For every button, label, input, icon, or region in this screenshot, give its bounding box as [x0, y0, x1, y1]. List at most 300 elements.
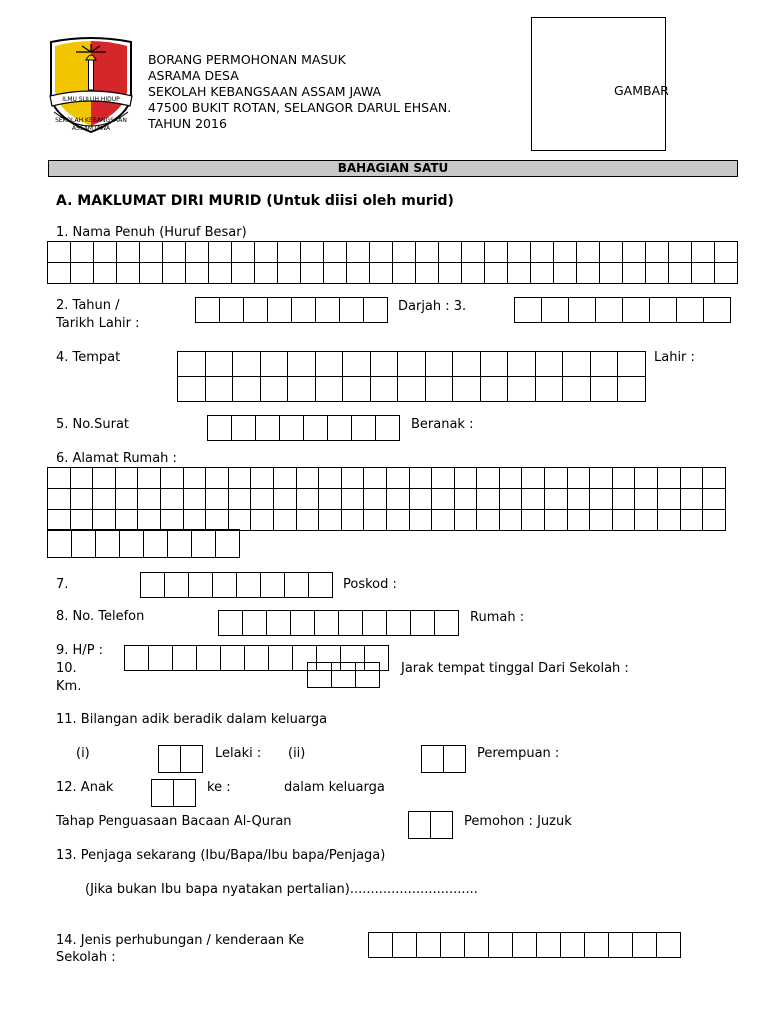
char-box[interactable] — [536, 352, 564, 377]
darjah-boxes[interactable] — [514, 297, 731, 323]
char-box[interactable] — [563, 352, 591, 377]
char-box[interactable] — [410, 510, 433, 531]
char-box[interactable] — [267, 611, 291, 636]
char-box[interactable] — [618, 377, 646, 402]
char-box[interactable] — [141, 573, 165, 598]
char-box[interactable] — [531, 242, 554, 263]
char-box[interactable] — [71, 468, 94, 489]
char-box[interactable] — [256, 416, 280, 441]
char-box[interactable] — [186, 263, 209, 284]
char-box[interactable] — [432, 468, 455, 489]
q12-ke: ke : — [207, 780, 231, 795]
char-box[interactable] — [255, 263, 278, 284]
char-box[interactable] — [563, 377, 591, 402]
char-box[interactable] — [316, 298, 340, 323]
char-box[interactable] — [72, 530, 96, 558]
char-box[interactable] — [274, 510, 297, 531]
char-box[interactable] — [623, 263, 646, 284]
char-box[interactable] — [206, 352, 234, 377]
char-box[interactable] — [591, 352, 619, 377]
char-box[interactable] — [297, 489, 320, 510]
char-box[interactable] — [181, 746, 203, 773]
char-box[interactable] — [455, 489, 478, 510]
char-box[interactable] — [308, 663, 332, 688]
char-box[interactable] — [159, 746, 181, 773]
char-box[interactable] — [590, 510, 613, 531]
char-box[interactable] — [356, 663, 380, 688]
char-box[interactable] — [393, 263, 416, 284]
char-box[interactable] — [288, 377, 316, 402]
char-box[interactable] — [173, 646, 197, 671]
photo-box[interactable] — [531, 17, 669, 151]
char-box[interactable] — [343, 352, 371, 377]
char-box[interactable] — [251, 468, 274, 489]
char-box[interactable] — [232, 263, 255, 284]
char-box[interactable] — [120, 530, 144, 558]
char-box[interactable] — [635, 510, 658, 531]
char-box[interactable] — [703, 489, 726, 510]
box-row — [48, 510, 726, 531]
char-box[interactable] — [229, 468, 252, 489]
char-box[interactable] — [48, 468, 71, 489]
birthplace-boxes[interactable] — [177, 351, 646, 402]
char-box[interactable] — [432, 489, 455, 510]
char-box[interactable] — [274, 489, 297, 510]
char-box[interactable] — [681, 510, 704, 531]
char-box[interactable] — [125, 646, 149, 671]
birth-cert-boxes[interactable] — [207, 415, 400, 441]
char-box[interactable] — [261, 352, 289, 377]
char-box[interactable] — [339, 611, 363, 636]
char-box[interactable] — [117, 242, 140, 263]
char-box[interactable] — [94, 242, 117, 263]
char-box[interactable] — [364, 468, 387, 489]
char-box[interactable] — [623, 298, 650, 323]
char-box[interactable] — [489, 933, 513, 958]
char-box[interactable] — [347, 263, 370, 284]
char-box[interactable] — [178, 377, 206, 402]
address-boxes[interactable] — [47, 467, 726, 531]
char-box[interactable] — [315, 611, 339, 636]
char-box[interactable] — [715, 242, 738, 263]
char-box[interactable] — [237, 573, 261, 598]
postcode-boxes[interactable] — [140, 572, 333, 598]
char-box[interactable] — [371, 352, 399, 377]
perempuan-label: Perempuan : — [477, 746, 560, 761]
char-box[interactable] — [613, 489, 636, 510]
char-box[interactable] — [537, 933, 561, 958]
char-box[interactable] — [364, 298, 388, 323]
char-box[interactable] — [280, 416, 304, 441]
child-order-boxes[interactable] — [151, 779, 196, 807]
char-box[interactable] — [328, 416, 352, 441]
char-box[interactable] — [417, 933, 441, 958]
char-box[interactable] — [189, 573, 213, 598]
char-box[interactable] — [596, 298, 623, 323]
address-extra-boxes[interactable] — [47, 529, 240, 558]
char-box[interactable] — [387, 510, 410, 531]
char-box[interactable] — [163, 263, 186, 284]
char-box[interactable] — [138, 489, 161, 510]
char-box[interactable] — [704, 298, 731, 323]
box-row — [178, 352, 646, 377]
char-box[interactable] — [216, 530, 240, 558]
char-box[interactable] — [431, 812, 453, 839]
char-box[interactable] — [347, 242, 370, 263]
char-box[interactable] — [93, 489, 116, 510]
char-box[interactable] — [209, 242, 232, 263]
char-box[interactable] — [232, 416, 256, 441]
char-box[interactable] — [184, 489, 207, 510]
char-box[interactable] — [316, 352, 344, 377]
char-box[interactable] — [500, 468, 523, 489]
juzuk-boxes[interactable] — [408, 811, 453, 839]
char-box[interactable] — [278, 242, 301, 263]
char-box[interactable] — [441, 933, 465, 958]
char-box[interactable] — [152, 780, 174, 807]
char-box[interactable] — [340, 298, 364, 323]
sisters-count-boxes[interactable] — [421, 745, 466, 773]
char-box[interactable] — [657, 933, 681, 958]
char-box[interactable] — [319, 510, 342, 531]
lelaki-label: Lelaki : — [215, 746, 262, 761]
box-row — [515, 298, 731, 323]
char-box[interactable] — [422, 746, 444, 773]
char-box[interactable] — [485, 242, 508, 263]
char-box[interactable] — [477, 489, 500, 510]
char-box[interactable] — [71, 242, 94, 263]
char-box[interactable] — [692, 242, 715, 263]
char-box[interactable] — [508, 377, 536, 402]
char-box[interactable] — [370, 263, 393, 284]
char-box[interactable] — [568, 510, 591, 531]
char-box[interactable] — [635, 489, 658, 510]
char-box[interactable] — [208, 416, 232, 441]
char-box[interactable] — [196, 298, 220, 323]
char-box[interactable] — [213, 573, 237, 598]
char-box[interactable] — [477, 510, 500, 531]
char-box[interactable] — [416, 263, 439, 284]
char-box[interactable] — [138, 468, 161, 489]
char-box[interactable] — [178, 352, 206, 377]
char-box[interactable] — [140, 242, 163, 263]
char-box[interactable] — [96, 530, 120, 558]
char-box[interactable] — [585, 933, 609, 958]
char-box[interactable] — [703, 510, 726, 531]
char-box[interactable] — [669, 242, 692, 263]
char-box[interactable] — [297, 468, 320, 489]
box-row — [48, 489, 726, 510]
char-box[interactable] — [439, 242, 462, 263]
char-box[interactable] — [144, 530, 168, 558]
char-box[interactable] — [297, 510, 320, 531]
char-box[interactable] — [465, 933, 489, 958]
char-box[interactable] — [116, 510, 139, 531]
char-box[interactable] — [513, 933, 537, 958]
char-box[interactable] — [94, 263, 117, 284]
char-box[interactable] — [387, 489, 410, 510]
char-box[interactable] — [116, 489, 139, 510]
q2-label: 2. Tahun / — [56, 298, 120, 313]
char-box[interactable] — [342, 510, 365, 531]
char-box[interactable] — [168, 530, 192, 558]
char-box[interactable] — [426, 352, 454, 377]
char-box[interactable] — [206, 377, 234, 402]
char-box[interactable] — [432, 510, 455, 531]
char-box[interactable] — [48, 530, 72, 558]
char-box[interactable] — [545, 510, 568, 531]
q13-note: (Jika bukan Ibu bapa nyatakan pertalian)............................... — [85, 882, 478, 897]
char-box[interactable] — [508, 242, 531, 263]
box-row — [48, 263, 738, 284]
char-box[interactable] — [324, 242, 347, 263]
char-box[interactable] — [410, 468, 433, 489]
char-box[interactable] — [393, 242, 416, 263]
char-box[interactable] — [600, 242, 623, 263]
char-box[interactable] — [477, 468, 500, 489]
char-box[interactable] — [71, 510, 94, 531]
char-box[interactable] — [161, 489, 184, 510]
char-box[interactable] — [233, 377, 261, 402]
char-box[interactable] — [304, 416, 328, 441]
char-box[interactable] — [192, 530, 216, 558]
char-box[interactable] — [618, 352, 646, 377]
char-box[interactable] — [453, 377, 481, 402]
char-box[interactable] — [364, 510, 387, 531]
char-box[interactable] — [184, 468, 207, 489]
char-box[interactable] — [370, 242, 393, 263]
char-box[interactable] — [342, 468, 365, 489]
char-box[interactable] — [409, 812, 431, 839]
char-box[interactable] — [387, 611, 411, 636]
char-box[interactable] — [455, 510, 478, 531]
char-box[interactable] — [658, 489, 681, 510]
char-box[interactable] — [635, 468, 658, 489]
char-box[interactable] — [692, 263, 715, 284]
char-box[interactable] — [288, 352, 316, 377]
char-box[interactable] — [291, 611, 315, 636]
header-line: SEKOLAH KEBANGSAAN ASSAM JAWA — [148, 84, 382, 99]
char-box[interactable] — [206, 489, 229, 510]
char-box[interactable] — [163, 242, 186, 263]
header-line: BORANG PERMOHONAN MASUK — [148, 52, 346, 67]
char-box[interactable] — [316, 377, 344, 402]
char-box[interactable] — [219, 611, 243, 636]
q10-suffix: Jarak tempat tinggal Dari Sekolah : — [401, 661, 629, 676]
transport-boxes[interactable] — [368, 932, 681, 958]
char-box[interactable] — [508, 352, 536, 377]
char-box[interactable] — [301, 242, 324, 263]
char-box[interactable] — [508, 263, 531, 284]
char-box[interactable] — [462, 242, 485, 263]
char-box[interactable] — [542, 298, 569, 323]
char-box[interactable] — [393, 933, 417, 958]
char-box[interactable] — [71, 263, 94, 284]
char-box[interactable] — [274, 468, 297, 489]
char-box[interactable] — [251, 489, 274, 510]
char-box[interactable] — [568, 468, 591, 489]
char-box[interactable] — [48, 263, 71, 284]
char-box[interactable] — [561, 933, 585, 958]
char-box[interactable] — [444, 746, 466, 773]
char-box[interactable] — [411, 611, 435, 636]
char-box[interactable] — [206, 468, 229, 489]
char-box[interactable] — [455, 468, 478, 489]
char-box[interactable] — [285, 573, 309, 598]
char-box[interactable] — [364, 489, 387, 510]
char-box[interactable] — [243, 611, 267, 636]
char-box[interactable] — [71, 489, 94, 510]
char-box[interactable] — [324, 263, 347, 284]
char-box[interactable] — [116, 468, 139, 489]
char-box[interactable] — [369, 933, 393, 958]
char-box[interactable] — [165, 573, 189, 598]
char-box[interactable] — [658, 468, 681, 489]
char-box[interactable] — [269, 646, 293, 671]
char-box[interactable] — [609, 933, 633, 958]
birth-date-boxes[interactable] — [195, 297, 388, 323]
char-box[interactable] — [410, 489, 433, 510]
char-box[interactable] — [161, 468, 184, 489]
char-box[interactable] — [206, 510, 229, 531]
char-box[interactable] — [613, 510, 636, 531]
char-box[interactable] — [209, 263, 232, 284]
char-box[interactable] — [255, 242, 278, 263]
char-box[interactable] — [342, 489, 365, 510]
char-box[interactable] — [233, 352, 261, 377]
char-box[interactable] — [352, 416, 376, 441]
char-box[interactable] — [117, 263, 140, 284]
char-box[interactable] — [481, 377, 509, 402]
char-box[interactable] — [278, 263, 301, 284]
char-box[interactable] — [93, 468, 116, 489]
char-box[interactable] — [590, 468, 613, 489]
char-box[interactable] — [251, 510, 274, 531]
char-box[interactable] — [435, 611, 459, 636]
home-phone-boxes[interactable] — [218, 610, 459, 636]
q5-label: 5. No.Surat — [56, 417, 130, 432]
char-box[interactable] — [245, 646, 269, 671]
char-box[interactable] — [536, 377, 564, 402]
char-box[interactable] — [545, 468, 568, 489]
char-box[interactable] — [568, 489, 591, 510]
char-box[interactable] — [531, 263, 554, 284]
char-box[interactable] — [500, 489, 523, 510]
char-box[interactable] — [554, 263, 577, 284]
char-box[interactable] — [500, 510, 523, 531]
char-box[interactable] — [650, 298, 677, 323]
char-box[interactable] — [577, 263, 600, 284]
char-box[interactable] — [522, 489, 545, 510]
char-box[interactable] — [646, 242, 669, 263]
char-box[interactable] — [292, 298, 316, 323]
char-box[interactable] — [633, 933, 657, 958]
char-box[interactable] — [715, 263, 738, 284]
char-box[interactable] — [186, 242, 209, 263]
char-box[interactable] — [462, 263, 485, 284]
char-box[interactable] — [140, 263, 163, 284]
char-box[interactable] — [376, 416, 400, 441]
char-box[interactable] — [554, 242, 577, 263]
char-box[interactable] — [677, 298, 704, 323]
char-box[interactable] — [220, 298, 244, 323]
char-box[interactable] — [48, 510, 71, 531]
char-box[interactable] — [681, 468, 704, 489]
char-box[interactable] — [522, 510, 545, 531]
char-box[interactable] — [261, 377, 289, 402]
char-box[interactable] — [138, 510, 161, 531]
char-box[interactable] — [319, 468, 342, 489]
char-box[interactable] — [426, 377, 454, 402]
box-row — [208, 416, 400, 441]
full-name-boxes[interactable] — [47, 241, 738, 284]
char-box[interactable] — [261, 573, 285, 598]
char-box[interactable] — [48, 489, 71, 510]
char-box[interactable] — [398, 352, 426, 377]
svg-text:ASSAM JAWA: ASSAM JAWA — [71, 125, 111, 132]
char-box[interactable] — [229, 510, 252, 531]
char-box[interactable] — [600, 263, 623, 284]
char-box[interactable] — [48, 242, 71, 263]
char-box[interactable] — [93, 510, 116, 531]
char-box[interactable] — [363, 611, 387, 636]
char-box[interactable] — [590, 489, 613, 510]
char-box[interactable] — [703, 468, 726, 489]
char-box[interactable] — [229, 489, 252, 510]
char-box[interactable] — [387, 468, 410, 489]
char-box[interactable] — [545, 489, 568, 510]
char-box[interactable] — [309, 573, 333, 598]
brothers-count-boxes[interactable] — [158, 745, 203, 773]
char-box[interactable] — [232, 242, 255, 263]
char-box[interactable] — [343, 377, 371, 402]
distance-boxes[interactable] — [307, 662, 380, 688]
char-box[interactable] — [161, 510, 184, 531]
char-box[interactable] — [646, 263, 669, 284]
char-box[interactable] — [485, 263, 508, 284]
char-box[interactable] — [669, 263, 692, 284]
char-box[interactable] — [174, 780, 196, 807]
char-box[interactable] — [221, 646, 245, 671]
q8-suffix: Rumah : — [470, 610, 525, 625]
char-box[interactable] — [658, 510, 681, 531]
q1-label: 1. Nama Penuh (Huruf Besar) — [56, 225, 247, 240]
char-box[interactable] — [398, 377, 426, 402]
char-box[interactable] — [301, 263, 324, 284]
char-box[interactable] — [613, 468, 636, 489]
char-box[interactable] — [515, 298, 542, 323]
char-box[interactable] — [522, 468, 545, 489]
char-box[interactable] — [416, 242, 439, 263]
char-box[interactable] — [453, 352, 481, 377]
char-box[interactable] — [623, 242, 646, 263]
char-box[interactable] — [197, 646, 221, 671]
char-box[interactable] — [569, 298, 596, 323]
char-box[interactable] — [184, 510, 207, 531]
char-box[interactable] — [268, 298, 292, 323]
quran-label: Tahap Penguasaan Bacaan Al-Quran — [56, 814, 292, 829]
char-box[interactable] — [481, 352, 509, 377]
char-box[interactable] — [591, 377, 619, 402]
char-box[interactable] — [319, 489, 342, 510]
char-box[interactable] — [681, 489, 704, 510]
char-box[interactable] — [577, 242, 600, 263]
char-box[interactable] — [244, 298, 268, 323]
char-box[interactable] — [149, 646, 173, 671]
char-box[interactable] — [332, 663, 356, 688]
char-box[interactable] — [371, 377, 399, 402]
char-box[interactable] — [439, 263, 462, 284]
